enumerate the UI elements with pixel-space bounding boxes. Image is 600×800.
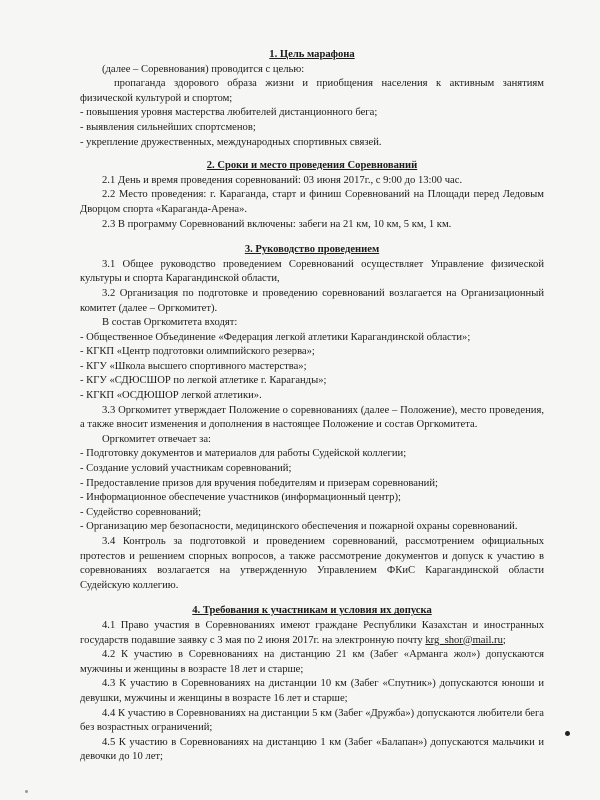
section-3-members-heading: В состав Оргкомитета входят: (102, 317, 238, 329)
section-4-paragraph: 4.4 К участию в Соревнованиях на дистанции 5 км (Забег «Дружба») допускаются любители бега без возрастных ограничений; (80, 707, 544, 734)
committee-member: - КГУ «СДЮСШОР по легкой атлетике г. Караганды»; (80, 375, 327, 387)
committee-duty: - Подготовку документов и материалов для работы Судейской коллегии; (80, 448, 407, 460)
section-1-paragraph: пропаганда здорового образа жизни и приобщения населения к активным занятиям физической культурой и спортом; (80, 78, 544, 104)
section-1-item: - повышения уровня мастерства любителей дистанционного бега; (80, 107, 378, 119)
section-1-intro: (далее – Соревнования) проводится с целью: (102, 63, 305, 75)
section-2-paragraph: 2.3 В программу Соревнований включены: забеги на 21 км, 10 км, 5 км, 1 км. (102, 218, 452, 230)
section-4-paragraph-text: 4.1 Право участия в Соревнованиях имеют граждане Республики Казахстан и иностранных государств подавшие заявку с 3 мая по 2 июня 2017г. на электронную почту (80, 619, 544, 646)
margin-dot (565, 731, 570, 736)
section-4-paragraph: 4.2 К участию в Соревнованиях на дистанцию 21 км (Забег «Арманга жол») допускаются мужчины и женщины в возрасте 18 лет и старше; (80, 649, 544, 675)
section-3-paragraph: 3.2 Организация по подготовке и проведению соревнований возлагается на Организационный комитет (далее – Оргкомитет). (80, 287, 544, 314)
section-2-paragraph: 2.1 День и время проведения соревнований: 03 июня 2017г., с 9:00 до 13:00 час. (102, 174, 463, 186)
section-3-paragraph: 3.3 Оргкомитет утверждает Положение о соревнованиях (далее – Положение), место проведения, а также вносит изменения и дополнения в настоящее Положение и состав Оргкомитета. (80, 404, 544, 431)
committee-member: - КГУ «Школа высшего спортивного мастерства»; (80, 360, 307, 372)
registration-email[interactable]: krg_shor@mail.ru (425, 634, 503, 646)
section-4-paragraph (80, 619, 544, 648)
section-3-paragraph: 3.1 Общее руководство проведением Соревнований осуществляет Управление физической культуры и спорта Карагандинской области, (80, 258, 544, 285)
section-4-paragraph-end: ; (502, 634, 506, 646)
section-1-item: - укрепление дружественных, международных спортивных связей. (80, 136, 382, 148)
section-2-paragraph: 2.2 Место проведения: г. Караганда, старт и финиш Соревнований на Площади перед Ледовым Дворцом спорта «Караганда-Арена». (80, 189, 544, 215)
committee-duty: - Организацию мер безопасности, медицинского обеспечения и пожарной охраны соревнований. (80, 521, 518, 533)
committee-member: - Общественное Объединение «Федерация легкой атлетики Карагандинской области»; (80, 331, 471, 343)
committee-duty: - Предоставление призов для вручения победителям и призерам соревнований; (80, 477, 438, 489)
section-3-title: 3. Руководство проведением (244, 244, 380, 256)
section-3-paragraph: 3.4 Контроль за подготовкой и проведением соревнований, рассмотрением официальных протестов и решением спорных вопросов, а также рассмотрение документов и допуск к участию в соревнованиях возлагается на утвержденную Управлением ФКиС Карагандинской области Судейскую коллегию. (80, 536, 544, 591)
committee-member: - КГКП «Центр подготовки олимпийского резерва»; (80, 346, 315, 358)
section-4-title: 4. Требования к участникам и условия их допуска (192, 605, 432, 617)
committee-duty: - Информационное обеспечение участников (информационный центр); (80, 492, 401, 504)
section-2-title: 2. Сроки и место проведения Соревнований (206, 160, 418, 172)
section-1-title: 1. Цель марафона (269, 49, 355, 60)
committee-duty: - Создание условий участникам соревнований; (80, 463, 292, 475)
committee-duty: - Судейство соревнований; (80, 506, 202, 518)
section-4-paragraph: 4.3 К участию в Соревнованиях на дистанции 10 км (Забег «Спутник») допускаются юноши и девушки, мужчины и женщины в возрасте 16 лет и старше; (80, 678, 544, 704)
section-3-duties-heading: Оргкомитет отвечает за: (102, 433, 211, 445)
section-4-paragraph: 4.5 К участию в Соревнованиях на дистанцию 1 км (Забег «Балапан») допускаются мальчики и девочки до 10 лет; (80, 736, 544, 763)
committee-member: - КГКП «ОСДЮШОР легкой атлетики». (80, 390, 262, 402)
section-1-item: - выявления сильнейших спортсменов; (80, 121, 256, 133)
scan-speck (25, 790, 28, 793)
